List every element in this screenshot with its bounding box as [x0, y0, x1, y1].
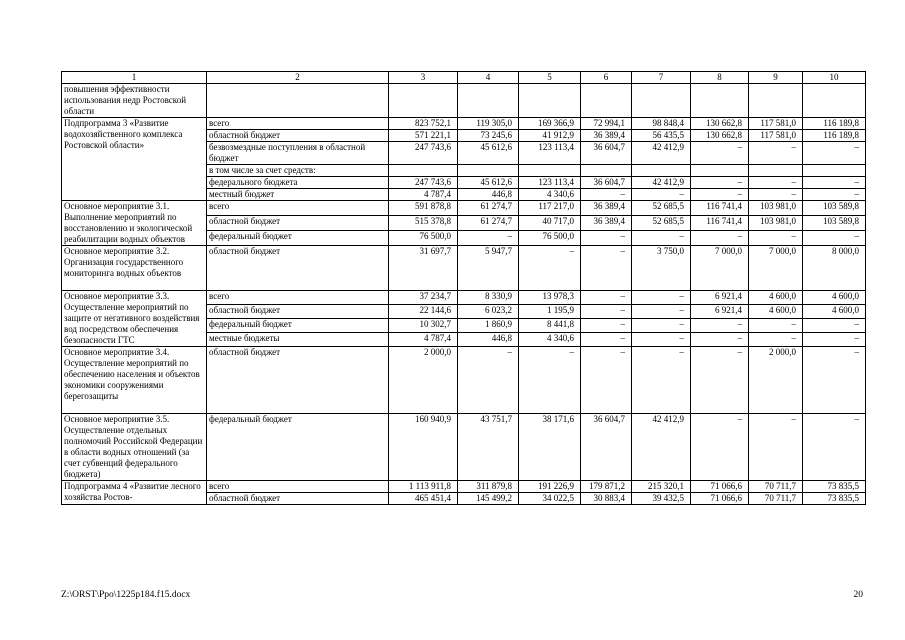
funding-source-cell: безвозмездные поступления в областной бюджет	[207, 142, 389, 165]
value-cell: 116 189,8	[803, 118, 866, 130]
value-cell: –	[803, 347, 866, 414]
value-cell: –	[803, 333, 866, 347]
column-header: 4	[458, 72, 519, 84]
value-cell: 465 451,4	[389, 493, 458, 505]
value-cell: 6 921,4	[691, 291, 749, 305]
funding-source-cell: в том числе за счет средств:	[207, 165, 389, 177]
funding-source-cell: всего	[207, 481, 389, 493]
funding-source-cell	[207, 84, 389, 118]
value-cell: 30 883,4	[581, 493, 632, 505]
value-cell: –	[632, 231, 691, 246]
value-cell: 45 612,6	[458, 177, 519, 189]
value-cell: –	[691, 231, 749, 246]
value-cell: 123 113,4	[519, 177, 581, 189]
value-cell: –	[632, 291, 691, 305]
table-row	[62, 347, 866, 414]
funding-source-cell: областной бюджет	[207, 305, 389, 319]
value-cell: –	[581, 305, 632, 319]
table-row	[62, 291, 866, 305]
column-header: 7	[632, 72, 691, 84]
value-cell: –	[803, 189, 866, 201]
value-cell: –	[632, 319, 691, 333]
value-cell: 1 860,9	[458, 319, 519, 333]
value-cell: 4 340,6	[519, 189, 581, 201]
funding-source-cell: федеральный бюджет	[207, 231, 389, 246]
value-cell: 247 743,6	[389, 177, 458, 189]
value-cell	[389, 165, 458, 177]
value-cell: 43 751,7	[458, 414, 519, 481]
value-cell: 70 711,7	[749, 481, 803, 493]
value-cell: 5 947,7	[458, 246, 519, 291]
value-cell: –	[632, 305, 691, 319]
value-cell: 130 662,8	[691, 130, 749, 142]
value-cell: –	[749, 414, 803, 481]
program-name-cell: Основное мероприятие 3.3. Осуществление мероприятий по защите от негативного воздействия вод посредством обеспечения безопасности ГТС	[62, 291, 207, 347]
table-row	[62, 118, 866, 130]
value-cell: 42 412,9	[632, 142, 691, 165]
funding-source-cell: всего	[207, 291, 389, 305]
value-cell: 34 022,5	[519, 493, 581, 505]
value-cell	[581, 84, 632, 118]
funding-source-cell: федеральный бюджет	[207, 319, 389, 333]
value-cell: 1 113 911,8	[389, 481, 458, 493]
value-cell: 1 195,9	[519, 305, 581, 319]
value-cell: 103 589,8	[803, 201, 866, 216]
value-cell: 191 226,9	[519, 481, 581, 493]
column-header: 9	[749, 72, 803, 84]
column-header: 2	[207, 72, 389, 84]
value-cell: 103 981,0	[749, 216, 803, 231]
value-cell: 6 921,4	[691, 305, 749, 319]
value-cell	[749, 84, 803, 118]
value-cell: 98 848,4	[632, 118, 691, 130]
value-cell: 36 604,7	[581, 142, 632, 165]
value-cell: 2 000,0	[749, 347, 803, 414]
value-cell: 42 412,9	[632, 414, 691, 481]
column-header: 3	[389, 72, 458, 84]
value-cell: 247 743,6	[389, 142, 458, 165]
table-row	[62, 481, 866, 493]
funding-source-cell: федеральный бюджет	[207, 414, 389, 481]
funding-source-cell: областной бюджет	[207, 246, 389, 291]
value-cell: 8 441,8	[519, 319, 581, 333]
value-cell: 10 302,7	[389, 319, 458, 333]
value-cell: 61 274,7	[458, 201, 519, 216]
value-cell: –	[581, 333, 632, 347]
value-cell: –	[691, 189, 749, 201]
value-cell	[749, 165, 803, 177]
value-cell: –	[632, 189, 691, 201]
value-cell: –	[691, 333, 749, 347]
value-cell: –	[581, 189, 632, 201]
value-cell: 130 662,8	[691, 118, 749, 130]
value-cell: –	[581, 231, 632, 246]
program-name-cell: Основное мероприятие 3.1. Выполнение мероприятий по восстановлению и экологической реабилитации водных объектов	[62, 201, 207, 246]
value-cell: 70 711,7	[749, 493, 803, 505]
table-row	[62, 84, 866, 118]
program-name-cell: повышения эффективности использования недр Ростовской области	[62, 84, 207, 118]
value-cell: 119 305,0	[458, 118, 519, 130]
value-cell: 117 581,0	[749, 130, 803, 142]
value-cell: 4 340,6	[519, 333, 581, 347]
value-cell: –	[458, 231, 519, 246]
column-header: 1	[62, 72, 207, 84]
value-cell	[691, 84, 749, 118]
value-cell: 103 981,0	[749, 201, 803, 216]
value-cell: –	[519, 347, 581, 414]
value-cell: 4 600,0	[749, 305, 803, 319]
value-cell: –	[749, 177, 803, 189]
value-cell	[389, 84, 458, 118]
value-cell: –	[749, 142, 803, 165]
value-cell: 446,8	[458, 189, 519, 201]
value-cell: 61 274,7	[458, 216, 519, 231]
page-number: 20	[853, 590, 863, 600]
funding-source-cell: федерального бюджета	[207, 177, 389, 189]
value-cell: 52 685,5	[632, 216, 691, 231]
value-cell: 446,8	[458, 333, 519, 347]
value-cell: 71 066,6	[691, 493, 749, 505]
value-cell: 7 000,0	[749, 246, 803, 291]
value-cell: 76 500,0	[389, 231, 458, 246]
funding-source-cell: областной бюджет	[207, 216, 389, 231]
value-cell: 4 787,4	[389, 189, 458, 201]
funding-source-cell: всего	[207, 201, 389, 216]
value-cell: 8 000,0	[803, 246, 866, 291]
funding-source-cell: всего	[207, 118, 389, 130]
value-cell: –	[691, 414, 749, 481]
value-cell: 22 144,6	[389, 305, 458, 319]
value-cell: 36 604,7	[581, 177, 632, 189]
value-cell: 38 171,6	[519, 414, 581, 481]
value-cell: –	[749, 319, 803, 333]
program-name-cell: Подпрограмма 4 «Развитие лесного хозяйства Ростов-	[62, 481, 207, 505]
value-cell: 39 432,5	[632, 493, 691, 505]
value-cell: 31 697,7	[389, 246, 458, 291]
value-cell	[519, 84, 581, 118]
value-cell: 311 879,8	[458, 481, 519, 493]
value-cell: 3 750,0	[632, 246, 691, 291]
value-cell: 4 600,0	[749, 291, 803, 305]
value-cell: 52 685,5	[632, 201, 691, 216]
funding-source-cell: областной бюджет	[207, 493, 389, 505]
value-cell	[458, 84, 519, 118]
table-row	[62, 414, 866, 481]
value-cell: 41 912,9	[519, 130, 581, 142]
value-cell	[632, 165, 691, 177]
value-cell: –	[803, 414, 866, 481]
program-name-cell: Основное мероприятие 3.2. Организация государственного мониторинга водных объектов	[62, 246, 207, 291]
table-row	[62, 246, 866, 291]
value-cell: 36 389,4	[581, 216, 632, 231]
value-cell: 117 217,0	[519, 201, 581, 216]
value-cell: 160 940,9	[389, 414, 458, 481]
value-cell: –	[519, 246, 581, 291]
program-name-cell: Основное мероприятие 3.4. Осуществление мероприятий по обеспечению населения и объектов экономики сооружениями берегозащиты	[62, 347, 207, 414]
value-cell: –	[803, 319, 866, 333]
value-cell: 4 600,0	[803, 291, 866, 305]
value-cell	[519, 165, 581, 177]
value-cell: 591 878,8	[389, 201, 458, 216]
table-row	[62, 201, 866, 216]
value-cell: 71 066,6	[691, 481, 749, 493]
value-cell: –	[691, 142, 749, 165]
value-cell: 215 320,1	[632, 481, 691, 493]
value-cell: –	[581, 319, 632, 333]
value-cell: 179 871,2	[581, 481, 632, 493]
value-cell: –	[691, 319, 749, 333]
footer-file-path: Z:\ORST\Ppo\1225p184.f15.docx	[61, 590, 191, 600]
value-cell: –	[749, 333, 803, 347]
budget-table	[61, 71, 866, 505]
value-cell: 515 378,8	[389, 216, 458, 231]
value-cell: –	[581, 291, 632, 305]
value-cell: 73 835,5	[803, 481, 866, 493]
value-cell: 117 581,0	[749, 118, 803, 130]
value-cell	[581, 165, 632, 177]
value-cell: –	[458, 347, 519, 414]
value-cell: –	[581, 246, 632, 291]
value-cell: 72 994,1	[581, 118, 632, 130]
value-cell: –	[691, 177, 749, 189]
value-cell	[458, 165, 519, 177]
value-cell: 4 787,4	[389, 333, 458, 347]
value-cell: 36 389,4	[581, 201, 632, 216]
value-cell: 7 000,0	[691, 246, 749, 291]
value-cell: 40 717,0	[519, 216, 581, 231]
value-cell	[803, 84, 866, 118]
value-cell: 823 752,1	[389, 118, 458, 130]
value-cell: –	[691, 347, 749, 414]
value-cell: 36 604,7	[581, 414, 632, 481]
value-cell: –	[632, 347, 691, 414]
value-cell: 45 612,6	[458, 142, 519, 165]
value-cell: 116 189,8	[803, 130, 866, 142]
value-cell: –	[581, 347, 632, 414]
value-cell: 73 835,5	[803, 493, 866, 505]
value-cell: 169 366,9	[519, 118, 581, 130]
program-name-cell: Основное мероприятие 3.5. Осуществление отдельных полномочий Российской Федерации в области водных отношений (за счет субвенций федерального бюджета)	[62, 414, 207, 481]
value-cell: 116 741,4	[691, 216, 749, 231]
value-cell: 116 741,4	[691, 201, 749, 216]
value-cell: 8 330,9	[458, 291, 519, 305]
value-cell: –	[803, 177, 866, 189]
value-cell	[632, 84, 691, 118]
value-cell: –	[803, 142, 866, 165]
value-cell: 571 221,1	[389, 130, 458, 142]
value-cell: 103 589,8	[803, 216, 866, 231]
value-cell	[803, 165, 866, 177]
column-header: 10	[803, 72, 866, 84]
funding-source-cell: областной бюджет	[207, 347, 389, 414]
value-cell: 6 023,2	[458, 305, 519, 319]
funding-source-cell: областной бюджет	[207, 130, 389, 142]
value-cell: 56 435,5	[632, 130, 691, 142]
value-cell: 36 389,4	[581, 130, 632, 142]
value-cell: 4 600,0	[803, 305, 866, 319]
value-cell: 37 234,7	[389, 291, 458, 305]
value-cell: 123 113,4	[519, 142, 581, 165]
funding-source-cell: местный бюджет	[207, 189, 389, 201]
program-name-cell: Подпрограмма 3 «Развитие водохозяйственного комплекса Ростовской области»	[62, 118, 207, 201]
value-cell: 145 499,2	[458, 493, 519, 505]
value-cell: 2 000,0	[389, 347, 458, 414]
value-cell	[691, 165, 749, 177]
funding-source-cell: местные бюджеты	[207, 333, 389, 347]
value-cell: 42 412,9	[632, 177, 691, 189]
value-cell: 76 500,0	[519, 231, 581, 246]
value-cell: –	[803, 231, 866, 246]
value-cell: 73 245,6	[458, 130, 519, 142]
column-header: 5	[519, 72, 581, 84]
column-header: 6	[581, 72, 632, 84]
value-cell: –	[749, 189, 803, 201]
value-cell: 13 978,3	[519, 291, 581, 305]
value-cell: –	[749, 231, 803, 246]
column-header: 8	[691, 72, 749, 84]
header-row	[62, 72, 866, 84]
value-cell: –	[632, 333, 691, 347]
